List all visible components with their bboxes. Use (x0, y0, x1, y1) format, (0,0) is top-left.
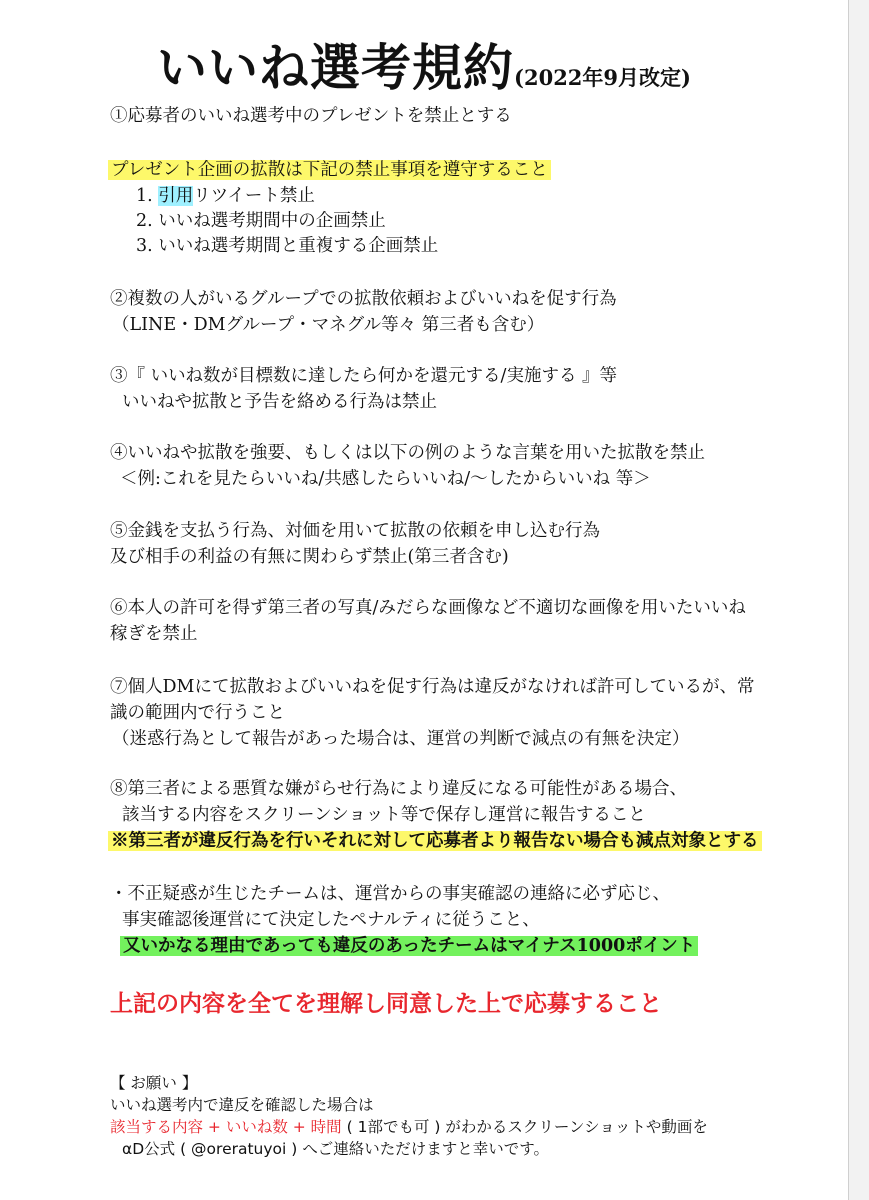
spread-rule-item-2: 2. いいね選考期間中の企画禁止 (136, 211, 386, 231)
rule-6-line-2: 稼ぎを禁止 (110, 624, 198, 644)
title-main: いいね選考規約 (157, 38, 515, 97)
notice-header: 【 お願い 】 (110, 1074, 198, 1092)
rule-7-line-3: （迷惑行為として報告があった場合は、運営の判断で減点の有無を決定） (112, 729, 690, 749)
notice-line-2-rest: ( 1部でも可 ) がわかるスクリーンショットや動画を (346, 1118, 708, 1136)
notice-contact: αD公式 ( @oreratuyoi ) へご連絡いただけますと幸いです。 (122, 1140, 550, 1158)
fraud-line-1: ・不正疑惑が生じたチームは、運営からの事実確認の連絡に必ず応じ、 (110, 884, 670, 904)
rule-7-line-1: ⑦個人DMにて拡散およびいいねを促す行為は違反がなければ許可しているが、常 (110, 677, 755, 697)
rule-6-line-1: ⑥本人の許可を得ず第三者の写真/みだらな画像など不適切な画像を用いたいいね (110, 598, 746, 618)
item-1-highlight: 引用 (158, 186, 194, 206)
item-1-rest: リツイート禁止 (193, 186, 315, 206)
rule-2-line-1: ②複数の人がいるグループでの拡散依頼およびいいねを促す行為 (110, 289, 617, 309)
title-revision: (2022年9月改定) (514, 65, 691, 90)
fraud-penalty-text: 又いかなる理由であっても違反のあったチームはマイナス1000ポイント (120, 936, 698, 956)
page-title (0, 28, 848, 100)
item-1-number: 1. (136, 186, 153, 206)
rule-3-line-2: いいねや拡散と予告を絡める行為は禁止 (122, 392, 437, 412)
rule-7-line-2: 識の範囲内で行うこと (110, 703, 285, 723)
fraud-penalty (120, 934, 698, 958)
rule-2-line-2: （LINE・DMグループ・マネグル等々 第三者も含む） (112, 315, 545, 335)
rule-8-line-1: ⑧第三者による悪質な嫌がらせ行為により違反になる可能性がある場合、 (110, 779, 687, 799)
rule-1: ①応募者のいいね選考中のプレゼントを禁止とする (110, 106, 512, 126)
fraud-line-2: 事実確認後運営にて決定したペナルティに従うこと、 (122, 910, 540, 930)
rule-3-line-1: ③『 いいね数が目標数に達したら何かを還元する/実施する 』等 (110, 366, 618, 386)
spread-rules-header (108, 158, 551, 182)
spread-rule-item-1 (136, 184, 315, 208)
spread-rules-header-text: プレゼント企画の拡散は下記の禁止事項を遵守すること (108, 160, 551, 180)
notice-required-items: 該当する内容 + いいね数 + 時間 (110, 1118, 342, 1136)
rule-4-line-2: ＜例:これを見たらいいね/共感したらいいね/〜したからいいね 等＞ (120, 469, 651, 489)
rule-5-line-1: ⑤金銭を支払う行為、対価を用いて拡散の依頼を申し込む行為 (110, 521, 600, 541)
rule-8-warning-text: ※第三者が違反行為を行いそれに対して応募者より報告ない場合も減点対象とする (108, 831, 762, 851)
rule-4-line-1: ④いいねや拡散を強要、もしくは以下の例のような言葉を用いた拡散を禁止 (110, 443, 705, 463)
rule-5-line-2: 及び相手の利益の有無に関わらず禁止(第三者含む) (110, 547, 509, 567)
rule-8-warning (108, 829, 762, 853)
rule-8-line-2: 該当する内容をスクリーンショット等で保存し運営に報告すること (122, 805, 646, 825)
notice-line-1: いいね選考内で違反を確認した場合は (110, 1096, 374, 1114)
notice-line-2 (110, 1116, 708, 1138)
spread-rule-item-3: 3. いいね選考期間と重複する企画禁止 (136, 236, 439, 256)
agreement-statement: 上記の内容を全てを理解し同意した上で応募すること (110, 991, 662, 1017)
